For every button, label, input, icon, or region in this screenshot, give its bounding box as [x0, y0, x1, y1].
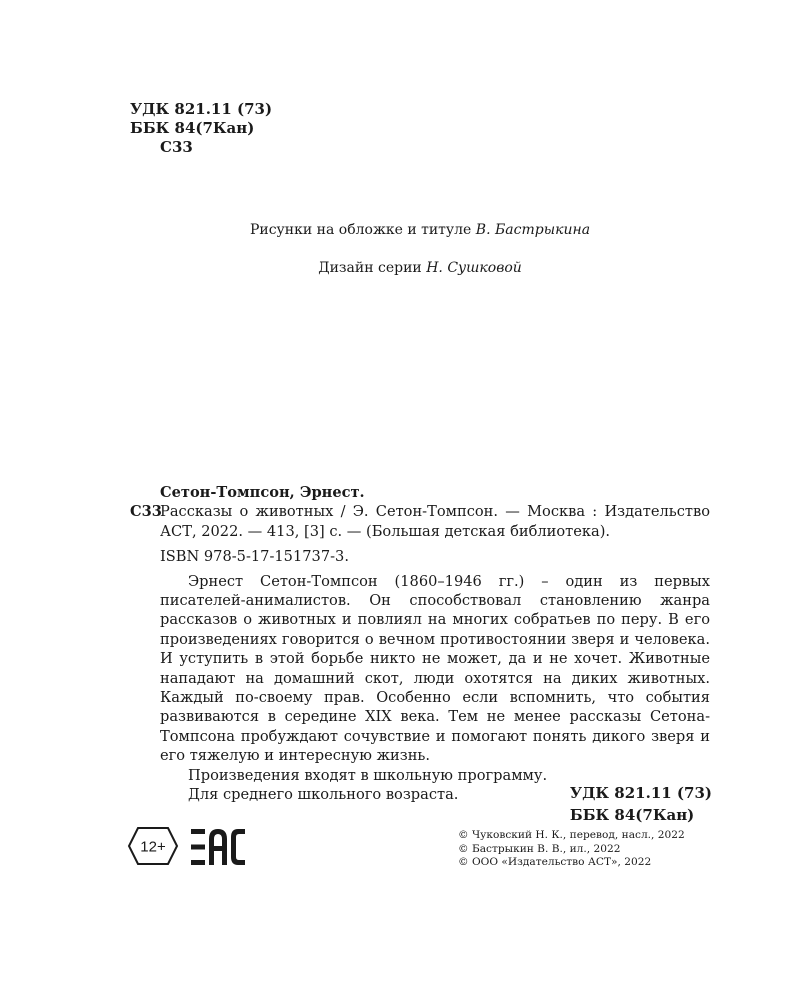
bbk-code: ББК 84(7Кан): [130, 119, 255, 137]
classification-block-bottom: [570, 782, 712, 826]
udk-code-bottom: УДК 821.11 (73): [569, 784, 712, 802]
classification-block-top: [130, 100, 272, 157]
bbk-code-bottom: ББК 84(7Кан): [569, 806, 695, 824]
curriculum-note: Произведения входят в школьную программу.: [188, 766, 548, 784]
design-credit-label: Дизайн серии: [318, 260, 422, 276]
age-note: Для среднего школьного возраста.: [188, 786, 459, 804]
record-description-text: Рассказы о животных / Э. Сетон-Томпсон. — Москва : Издательство АСТ, 2022. — 413, [3] с. — (Большая детская библиотека).: [160, 503, 710, 540]
age-rating-badge: [127, 826, 179, 866]
eac-icon: [190, 827, 246, 867]
bibliographic-record: [130, 483, 710, 805]
cover-credit-artist: В. Бастрыкина: [475, 222, 591, 238]
cover-illustration-credit: [20, 222, 800, 238]
isbn: ISBN 978-5-17-151737-3.: [160, 548, 349, 566]
cover-credit-label: Рисунки на обложке и титуле: [249, 222, 472, 238]
record-author-mark: С33: [130, 503, 162, 521]
record-author: Сетон-Томпсон, Эрнест.: [160, 484, 365, 501]
copyright-line-translation: © Чуковский Н. К., перевод, насл., 2022: [458, 829, 685, 841]
annotation: Эрнест Сетон-Томпсон (1860–1946 гг.) – один из первых писателей-анималистов. Он способствовал становлению жанра рассказов о животных и повлиял на многих собратьев по перу. В его произведениях говорится о вечном противостоянии зверя и человека. И уступить в этой борьбе никто не может, да и не хочет. Животные нападают на домашний скот, люди охотятся на диких животных. Каждый по-своему прав. Особенно если вспомнить, что события развиваются в середине XIX века. Тем не менее рассказы Сетона-Томпсона пробуждают сочувствие и помогают понять дикого зверя и его тяжелую и интересную жизнь.: [160, 572, 710, 765]
udk-code: УДК 821.11 (73): [130, 100, 273, 118]
copyright-line-publisher: © ООО «Издательство АСТ», 2022: [458, 856, 652, 869]
copyright-block: [458, 829, 685, 870]
design-credit-artist: Н. Сушковой: [426, 260, 522, 276]
author-mark: С33: [160, 138, 193, 156]
age-rating-text: 12+: [140, 838, 166, 856]
series-design-credit: [20, 260, 800, 276]
copyright-line-illustrations: © Бастрыкин В. В., ил., 2022: [458, 842, 621, 855]
record-description: [130, 502, 710, 541]
age-rating-icon: [127, 826, 179, 866]
eac-certification-mark: [190, 827, 246, 867]
